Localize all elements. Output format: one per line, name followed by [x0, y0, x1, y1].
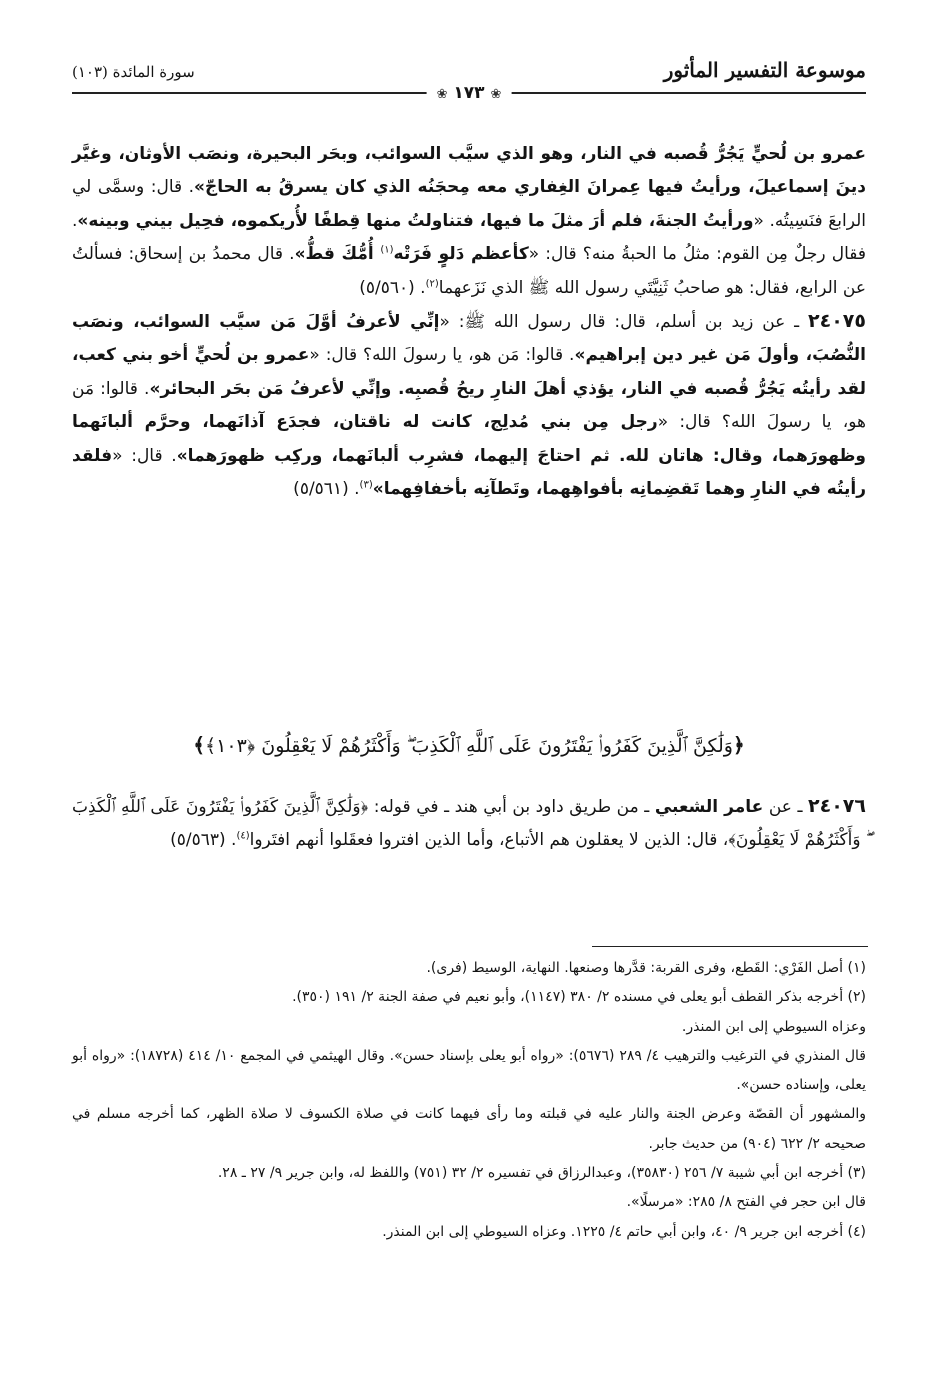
hadith-continued — [72, 138, 866, 305]
page-number-box — [427, 83, 512, 103]
hadith-24075 — [72, 305, 866, 506]
narration-text: ، قال: الذين لا يعقلون هم الأتباع، وأما الذين افتروا فعقَلوا أنهم افتَروا — [249, 830, 729, 850]
quote-text: رجل مِن بني مُدلِج، كانت له ناقتان، فجدَع آذانَهما، وحرَّم ألبانَهما وظهورَهما، وقال: هاتان لله. ثم احتاجَ إليهما، فشرِب ألبانَهما، وركِب ظهورَهما» — [72, 412, 866, 466]
narration-text: ـ عن — [763, 797, 809, 817]
quote-text: ورأيتُ الجنةَ، فلم أرَ مثلَ ما فيها، فتناولتُ منها قِطفًا لأُريكموه، فحِيل بيني وبينه» — [77, 210, 754, 231]
book-title: موسوعة التفسير المأثور — [663, 58, 866, 82]
verse-bracket-open: ﴿ — [732, 733, 745, 757]
footnotes — [72, 954, 866, 1247]
narration-text: . قالوا: مَن هو، يا رسولَ الله؟ قال: « — [72, 378, 866, 433]
narration-text: . قال: « — [112, 445, 177, 466]
footnote: وعزاه السيوطي إلى ابن المنذر. — [681, 1018, 866, 1035]
footnote: (٣) أخرجه ابن أبي شيبة ٧/ ٢٥٦ (٣٥٨٣٠)، وعبدالرزاق في تفسيره ٢/ ٣٢ (٧٥١) واللفظ له، وابن جرير ٩/ ٢٧ ـ ٢٨. — [217, 1165, 866, 1182]
footnote: قال ابن حجر في الفتح ٨/ ٢٨٥: «مرسلًا». — [626, 1194, 866, 1211]
ornament-icon: ❀ — [490, 87, 502, 102]
main-text — [72, 138, 866, 506]
narration-text: . قالوا: مَن هو، يا رسولَ الله؟ قال: « — [309, 345, 575, 366]
page-header — [72, 52, 866, 102]
footnote: (٢) أخرجه بذكر القطف أبو يعلى في مسنده ٢/ ٣٨٠ (١١٤٧)، وأبو نعيم في صفة الجنة ٢/ ١٩١ (٣٥٠). — [292, 989, 866, 1006]
quote-text: عمرو بن لُحيٍّ أخو بني كعب، لقد رأيتُه يَجُرُّ قُصبه في النار، يؤذي أهلَ النارِ ريحُ قُصبِه. وإنِّي لأعرفُ مَن بحَر البحائر» — [72, 345, 866, 399]
narration-text: . قال: وسمَّى لي الرابعَ فنَسِيتُه. « — [72, 177, 866, 231]
narration-text: . فقال رجلٌ مِن القوم: مثلُ ما الحبةُ منه؟ قال: « — [72, 210, 866, 265]
quote-text: فلقد رأيتُه في النارِ وهما تَقضِمانِه بأفواهِهما، وتَطآنِه بأخفافِهما» — [72, 445, 866, 500]
quran-verse — [72, 728, 866, 763]
verse-number: ﴿١٠٣﴾ — [205, 735, 256, 757]
narration-text: ـ من طريق داود بن أبي هند ـ في قوله: — [368, 797, 655, 817]
footnote-marker: (٣) — [359, 479, 373, 491]
volume-reference: . (٥/٥٦٣) — [170, 830, 237, 850]
hadith-number: ٢٤٠٧٦ — [808, 795, 866, 817]
footnote-marker: (٤) — [236, 830, 250, 842]
narrator-name: عامر الشعبي — [654, 797, 764, 817]
quran-quote: ﴿وَلَٰكِنَّ ٱلَّذِينَ كَفَرُوا۟ يَفْتَرُونَ عَلَى ٱللَّهِ ٱلْكَذِبَ ۖ وَأَكْثَرُهُمْ لَا يَعْقِلُونَ﴾ — [72, 797, 866, 850]
footnote-marker: (٢) — [425, 277, 439, 289]
surah-label: سورة المائدة (١٠٣) — [72, 63, 195, 81]
footnote: والمشهور أن القصّة وعرض الجنة والنار عليه في قبلته وما رأى فيهما كانت في صلاة الكسوف لا صلاة الظهر، كما أخرجه مسلم في صحيحه ٢/ ٦٢٢ (٩٠٤) من حديث جابر. — [72, 1106, 866, 1152]
quote-text: أُمُّكَ قطُّ» — [294, 244, 381, 265]
footnote-divider — [592, 946, 868, 947]
ornament-icon: ❀ — [436, 87, 448, 102]
narration-text: ـ عن زيد بن أسلم، قال: قال رسول الله ﷺ: « — [439, 312, 809, 333]
narration-text: . قال محمدُ بن إسحاق: فسألتُ عن الرابع، فقال: هو صاحبُ ثَنِيَّتَي رسول الله ﷺ الذي نَزَعهما — [72, 244, 866, 298]
verse-bracket-close: ﴾ — [193, 733, 206, 757]
volume-reference: . (٥/٥٦١) — [293, 479, 360, 500]
volume-reference: . (٥/٥٦٠) — [359, 277, 426, 298]
footnote-marker: (١) — [380, 244, 394, 256]
footnote: (١) أصل الفَرْي: القَطع، وفرى القربة: قدَّرها وصنعها. النهاية، الوسيط (فرى). — [426, 960, 866, 976]
hadith-number: ٢٤٠٧٥ — [808, 310, 866, 333]
quote-text: إنِّي لأعرفُ أوَّلَ مَن سيَّب السوائب، ونصَب النُّصُبَ، وأولَ مَن غير دين إبراهيم» — [72, 312, 866, 366]
footnote: (٤) أخرجه ابن جرير ٩/ ٤٠، وابن أبي حاتم ٤/ ١٢٢٥. وعزاه السيوطي إلى ابن المنذر. — [382, 1223, 866, 1240]
page-number: ١٧٣ — [453, 83, 485, 103]
quote-text: عمرو بن لُحيٍّ يَجُرُّ قُصبه في النار، وهو الذي سيَّب السوائب، وبحَر البحيرة، ونصَب الأوثان، وغيَّر دينَ إسماعيلَ، ورأيتُ فيها عِمرانَ الغِفاري معه مِحجَنُه الذي كان يسرقُ به الحاجّ» — [72, 144, 866, 198]
verse-text: وَلَٰكِنَّ ٱلَّذِينَ كَفَرُوا۟ يَفْتَرُونَ عَلَى ٱللَّهِ ٱلْكَذِبَ ۖ وَأَكْثَرُهُمْ لَا يَعْقِلُونَ — [261, 735, 733, 757]
quote-text: كأعظم دَلوٍ فَرَتْه — [393, 244, 529, 265]
main-text-2 — [72, 790, 866, 857]
hadith-24076 — [72, 790, 866, 857]
footnote: قال المنذري في الترغيب والترهيب ٤/ ٢٨٩ (٥٦٧٦): «رواه أبو يعلى بإسناد حسن». وقال الهيثمي في المجمع ١٠/ ٤١٤ (١٨٧٢٨): «رواه أبو يعلى، وإسناده حسن». — [72, 1047, 866, 1094]
